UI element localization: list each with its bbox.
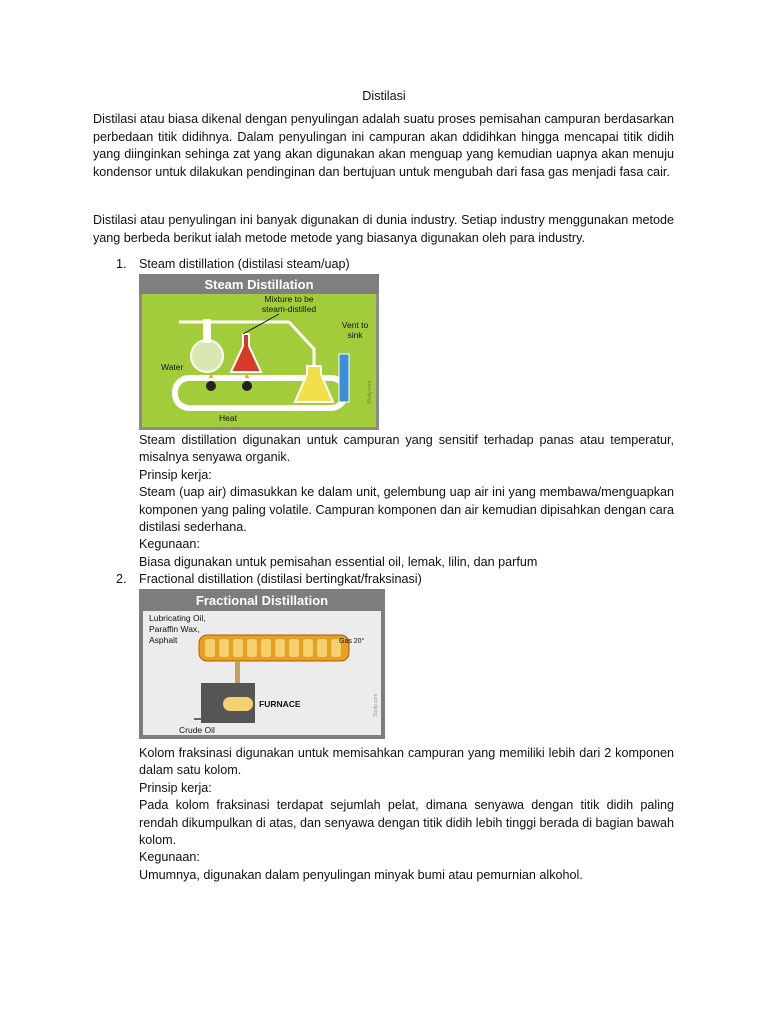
label-asphalt: Asphalt [149, 635, 178, 645]
list-heading-fractional: Fractional distillation (distilasi bertingkat/fraksinasi) [139, 572, 422, 586]
steam-figure-title: Steam Distillation [204, 277, 314, 292]
label-paraffin-wax: Paraffin Wax, [149, 624, 200, 634]
label-gas: Gas 20° [339, 638, 365, 645]
label-vent-line2: sink [347, 330, 363, 340]
steam-description: Steam distillation digunakan untuk campuran yang sensitif terhadap panas atau temperatur, misalnya senyawa organik. [139, 433, 674, 465]
list-heading-steam: Steam distillation (distilasi steam/uap) [139, 257, 350, 271]
steam-use: Biasa digunakan untuk pemisahan essential oil, lemak, lilin, dan parfum [139, 554, 538, 569]
steam-use-label: Kegunaan: [139, 537, 200, 552]
list-number-1: 1. [116, 257, 127, 271]
fractional-section-body [139, 745, 674, 884]
fractional-figure-title: Fractional Distillation [195, 593, 329, 608]
fractional-principle-label: Prinsip kerja: [139, 780, 212, 795]
steam-section-body [139, 432, 674, 571]
label-mixture-line2: steam-distilled [261, 304, 317, 314]
steam-principle: Steam (uap air) dimasukkan ke dalam unit, gelembung uap air ini yang membawa/menguapkan komponen yang paling volatile. Campuran komponen dan air kemudian dipisahkan dengan cara distilasi sederhana. [139, 485, 674, 535]
steam-distillation-figure [139, 274, 379, 430]
figure-watermark-2: Study.com [373, 693, 379, 717]
fractional-distillation-figure [139, 589, 385, 739]
fractional-description: Kolom fraksinasi digunakan untuk memisahkan campuran yang memiliki lebih dari 2 komponen dalam satu kolom. [139, 746, 674, 778]
industry-paragraph: Distilasi atau penyulingan ini banyak digunakan di dunia industry. Setiap industry menggunakan metode yang berbeda berikut ialah metode metode yang biasanya digunakan oleh para industry. [93, 213, 674, 245]
label-furnace: FURNACE [259, 699, 301, 709]
list-number-2: 2. [116, 572, 127, 586]
label-mixture: Mixture to be [264, 294, 314, 304]
figure-watermark: Study.com [367, 380, 373, 404]
label-vent: Vent to [341, 320, 369, 330]
label-water: Water [161, 362, 184, 372]
label-crude-oil: Crude Oil [179, 725, 215, 735]
fractional-use: Umumnya, digunakan dalam penyulingan minyak bumi atau pemurnian alkohol. [139, 867, 583, 882]
steam-principle-label: Prinsip kerja: [139, 467, 212, 482]
page-title: Distilasi [362, 89, 406, 103]
label-heat: Heat [219, 413, 237, 423]
fractional-use-label: Kegunaan: [139, 850, 200, 865]
label-lubricating-oil: Lubricating Oil, [149, 613, 206, 623]
intro-paragraph: Distilasi atau biasa dikenal dengan penyulingan adalah suatu proses pemisahan campuran berdasarkan perbedaan titik didihnya. Dalam penyulingan ini campuran akan ddidihkan hingga mencapai titik didih yang diinginkan sehinga zat yang akan digunakan akan menguap yang kemudian uapnya akan menuju kondensor untuk dilakukan pendinginan dan bertujuan untuk mengubah dari fasa gas menjadi fasa cair. [93, 112, 674, 179]
fractional-principle: Pada kolom fraksinasi terdapat sejumlah pelat, dimana senyawa dengan titik didih paling rendah dikumpulkan di atas, dan senyawa dengan titik didih lebih tinggi berada di bagian bawah kolom. [139, 798, 674, 848]
